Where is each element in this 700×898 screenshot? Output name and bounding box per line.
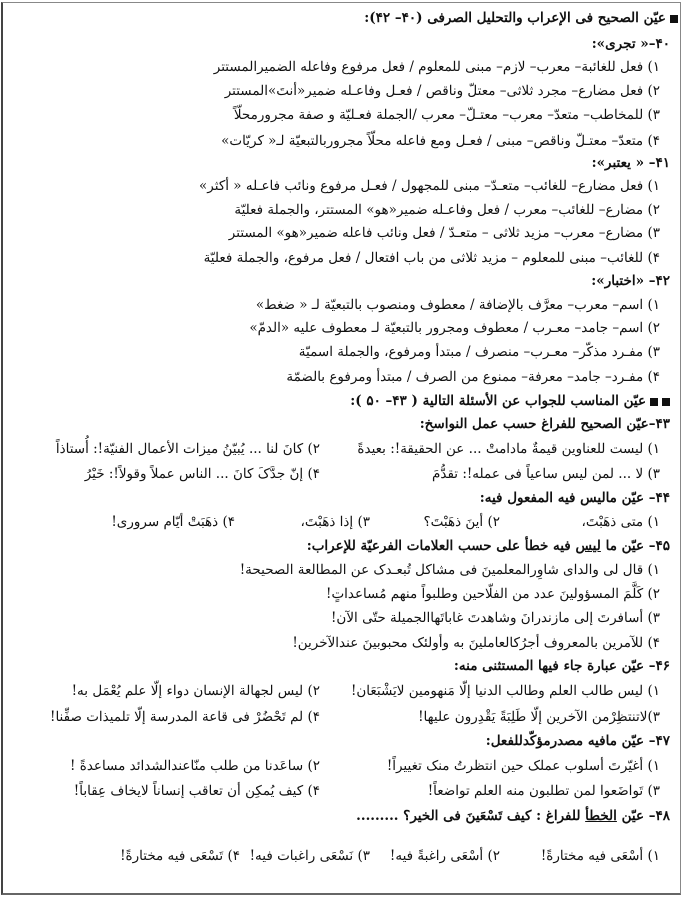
question-42-option-4[interactable]: ۴) مفـرد– جامد– معرفة– ممنوع من الصرف / مبتدأ ومرفوع بالضمّة [286,369,660,385]
question-41-title: ۴۱– « یعتبر»: [591,155,670,171]
question-48-option-3[interactable]: ۳) نَسْعَی راغبات فیه! [249,848,370,864]
question-41-option-3[interactable]: ۳) مضارع– معرب– مزید ثلاثی – متعـدّ / فعل ونائب فاعله ضمیر«هو» المستتر [228,225,660,241]
question-46-option-2[interactable]: ۲) لیس لجهالة الإنسان دواء إلّا علم یُعْمَل به! [71,683,320,699]
question-44-option-4[interactable]: ۴) ذهَبَتْ أیّام سروری! [111,514,235,530]
question-40-title: ۴۰–« تجری»: [591,36,670,52]
question-47-option-1[interactable]: ۱) أغیّرتَ أسلوب عملک حین انتظرتُ منک تغییراً! [386,758,660,774]
question-41-option-1[interactable]: ۱) فعل مضارع– للغائب– متعـدّ– مبنی للمجهول / فعـل مرفوع ونائب فاعـله « أکثر» [199,178,660,194]
question-48-option-1[interactable]: ۱) أسْعَی فیه مختارةً! [540,848,660,864]
square-bullet-icon [650,398,658,406]
section-1-heading: عيّن الصحيح فى الإعراب والتحليل الصرفى (۴۰– ۴۲): [364,8,678,28]
question-40-option-3[interactable]: ۳) للمخاطب– متعدّ– معرب– معتـلّ– معرب /الجملة فعـلیّة و صفة مجرورمحلّاً [233,107,660,123]
question-47-option-4[interactable]: ۴) کیف یُمکِن أن تعاقب إنساناً لایخاف عِقاباً! [73,783,320,799]
question-44-option-3[interactable]: ۳) إذا ذهَبْتَ، [300,514,370,530]
question-46-option-1[interactable]: ۱) لیس طالب العلم وطالب الدنیا إلّا مَنهومین لایَشْبَعَان! [350,683,660,699]
question-42-title: ۴۲– «اختبار»: [591,273,670,289]
question-44-option-1[interactable]: ۱) متی ذهَبْتَ، [581,514,660,530]
question-44-title: ۴۴– عیّن مالیس فیه المفعول فیه: [479,490,670,506]
question-41-option-4[interactable]: ۴) للغائب– مبنی للمعلوم – مزید ثلاثی من باب افتعال / فعل مرفوع، والجملة فعلیّة [203,250,660,266]
question-43-option-1[interactable]: ۱) لیست للعناوین قیمةٌ مادامتْ ... عن الحقیقة!: بعیدةً [357,441,660,457]
question-45-title: ۴۵– عیّن ما لیس فیه خطأ علی حسب العلامات الفرعیّة للإعراب: [306,538,670,554]
question-43-option-3[interactable]: ۳) لا ... لمن لیس ساعیاً فی عمله!: تقدُّمَ [432,466,660,482]
question-44-option-2[interactable]: ۲) أینَ ذهَبْتَ؟ [423,514,500,530]
question-48-option-2[interactable]: ۲) أسْعَی راغبةً فیه! [389,848,500,864]
question-43-option-2[interactable]: ۲) کانَ لنا ... یُبیّنُ میزات الأعمال الفنیّة!: أُستاذاً [55,441,320,457]
question-42-option-1[interactable]: ۱) اسم– معرب– معرَّف بالإضافة / معطوف ومنصوب بالتبعیّة لـ « ضغط» [255,297,660,313]
question-47-option-2[interactable]: ۲) ساعَدنا من طلب منّاعندالشدائد مساعدةً ! [70,758,320,774]
question-45-option-1[interactable]: ۱) قال لی والدای شاوِرالمعلمینَ فی مشاکل تُبعـدک عن المطالعة الصحیحة! [239,562,660,578]
question-43-option-4[interactable]: ۴) إنّ جدَّکَ کانَ ... الناس عملاً وقولاً!: خَیْرُ [84,466,320,482]
question-40-option-1[interactable]: ۱) فعل للغائبة– معرب– لازم– مبنی للمعلوم / فعل مرفوع وفاعله الضمیرالمستتر [213,59,660,75]
question-46-title: ۴۶– عیّن عبارة جاء فیها المستثنی منه: [453,658,670,674]
question-45-option-4[interactable]: ۴) للآمرین بالمعروف أجرُکالعاملینَ به وأولئک محبوبینَ عندالآخرین! [292,635,660,651]
question-47-title: ۴۷– عیّن مافیه مصدرمؤکّدللفعل: [485,733,670,749]
question-48-title: ۴۸– عیّن الخطأ للفراغ : کیف تَسْعَینَ فی الخیر؟ ......... [356,808,670,824]
question-40-option-4[interactable]: ۴) متعدّ– معتـلّ وناقص– مبنی / فعـل ومع فاعله محلّاً مجروربالتبعیّة لـ« کریّات» [221,133,660,149]
section-2-heading: عیّن المناسب للجواب عن الأسئلة التالیة ( ۴۳– ۵۰ ): [350,391,670,411]
question-41-option-2[interactable]: ۲) مضارع– للغائب– معرب / فعل وفاعـله ضمیر«هو» المستتر، والجملة فعلیّة [234,202,660,218]
question-45-option-2[interactable]: ۲) کَلَّمَ المسؤولینَ عدد من الفلّاحین وطلبواً منهم مُساعداتٍ! [326,586,660,602]
square-bullet-icon [670,15,678,23]
question-40-option-2[interactable]: ۲) فعل مضارع– مجرد ثلاثی– معتلّ وناقص / فعـل وفاعـله ضمیر«أنتَ»المستتر [224,83,660,99]
question-45-option-3[interactable]: ۳) أسافرتَ إلی مازندرانَ وشاهدتَ غاباتَهاالجمیلة حتّی الآن! [331,610,660,626]
question-46-option-3[interactable]: ۳)لاتنتظِرْمن الآخرین إلّا طَلِبَةً یَقْدِرون علیها! [418,709,660,725]
question-46-option-4[interactable]: ۴) لم تَحْضُرْ فی قاعة المدرسة إلّا تلمیذات صفِّنا! [50,709,320,725]
question-47-option-3[interactable]: ۳) تَواضَعوا لمن تطلبون منه العلم تواضعاً! [427,783,660,799]
question-43-title: ۴۳–عیّن الصحیح للفراغ حسب عمل النواسخ: [419,416,670,432]
question-42-option-3[interactable]: ۳) مفـرد مذکّر– معـرب– منصرف / مبتدأ ومرفوع، والجملة اسمیّة [298,344,660,360]
square-bullet-icon [662,398,670,406]
question-42-option-2[interactable]: ۲) اسم– جامد– معـرب / معطوف ومجرور بالتبعیّة لـ معطوف علیه «الدمّ» [249,320,660,336]
question-48-option-4[interactable]: ۴) تَسْعَی فیه مختارةً! [120,848,240,864]
